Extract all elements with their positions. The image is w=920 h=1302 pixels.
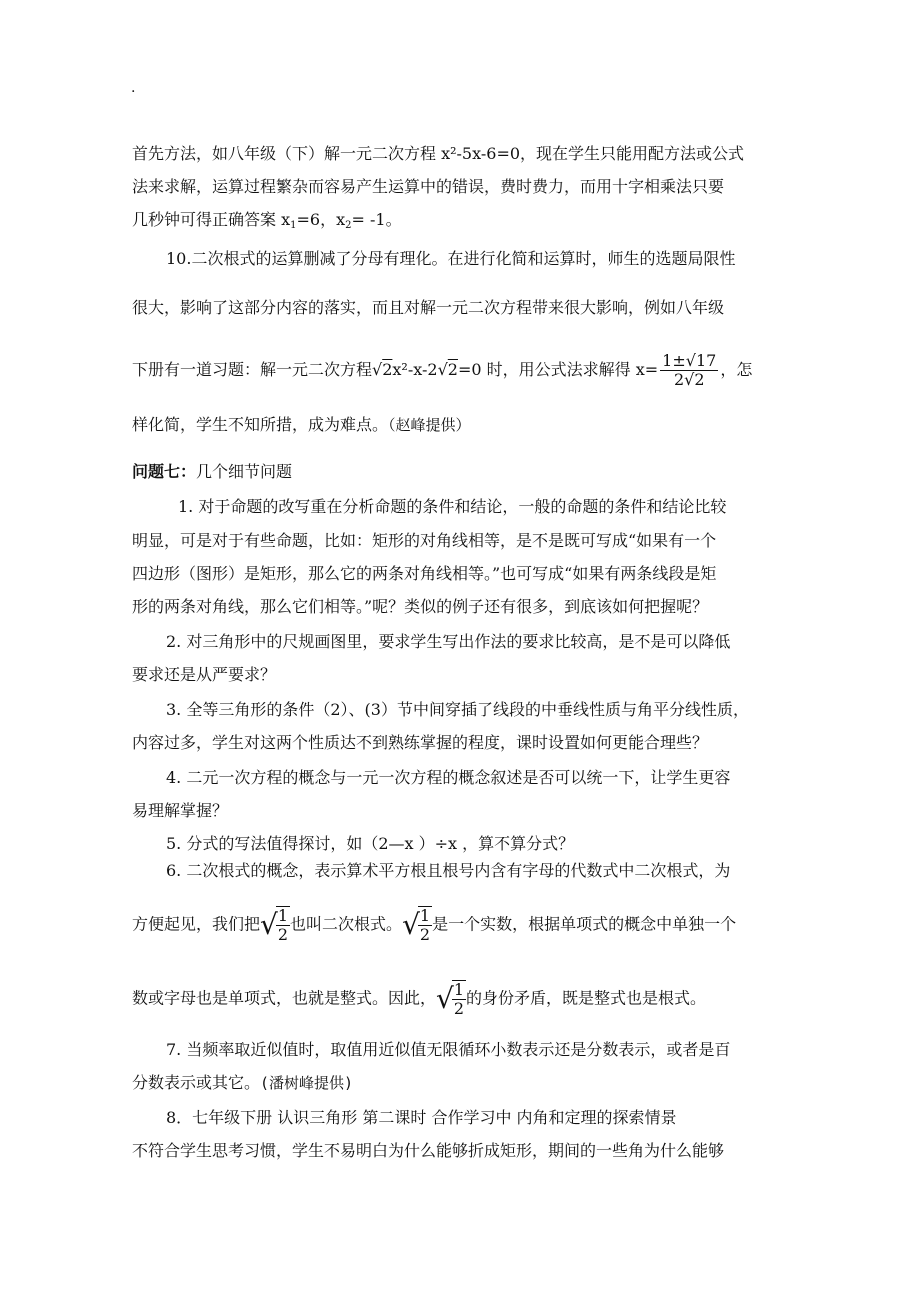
p10-line-3: 下册有一道习题：解一元二次方程√2x²-x-2√2=0 时，用公式法求解得 x= $\frac{1\pm√17}{2√2}$ ，怎 <box>132 351 753 389</box>
p1-line-1: 首先方法，如八年级（下）解一元二次方程 x²-5x-6=0，现在学生只能用配方法或公式 <box>132 144 745 163</box>
q7-item2-line2: 要求还是从严要求？ <box>132 665 277 684</box>
q7-item8-line2: 不符合学生思考习惯，学生不易明白为什么能够折成矩形，期间的一些角为什么能够 <box>132 1141 725 1160</box>
q7-item1-line2: 明显，可是对于有些命题，比如：矩形的对角线相等，是不是既可写成“如果有一个 <box>132 531 717 550</box>
q7-item3-line2: 内容过多，学生对这两个性质达不到熟练掌握的程度，课时设置如何更能合理些？ <box>132 733 709 752</box>
q7-item6-line3: 数或字母也是单项式，也就是整式。因此，√ $\frac{1}{2}$ 的身份矛盾，既是整式也是根式。 <box>132 980 707 1018</box>
sqrt-half-2: √ $\frac{1}{2}$ <box>402 906 431 944</box>
q7-item4-line1: 4. 二元一次方程的概念与一元一次方程的概念叙述是否可以统一下，让学生更容 <box>166 768 731 787</box>
q7-item1-line1: 1. 对于命题的改写重在分析命题的条件和结论，一般的命题的条件和结论比较 <box>178 497 727 516</box>
sqrt-half-3: √ $\frac{1}{2}$ <box>436 980 465 1018</box>
p10-line-4: 样化简，学生不知所措，成为难点。（赵峰提供） <box>132 415 471 434</box>
q7-item7-line1: 7. 当频率取近似值时，取值用近似值无限循环小数表示还是分数表示，或者是百 <box>166 1040 731 1059</box>
top-dot: . <box>131 80 136 96</box>
sqrt-half-1: √ $\frac{1}{2}$ <box>260 906 289 944</box>
q7-title: 问题七：几个细节问题 <box>132 462 293 481</box>
p1-line-3: 几秒钟可得正确答案 $x_1=6$，$x_2= -1$。 <box>132 210 402 231</box>
p1-line-2: 法来求解，运算过程繁杂而容易产生运算中的错误，费时费力，而用十字相乘法只要 <box>132 177 725 196</box>
q7-item3-line1: 3. 全等三角形的条件（2）、(3）节中间穿插了线段的中垂线性质与角平分线性质， <box>166 700 749 719</box>
q7-item7-line2: 分数表示或其它。(潘树峰提供) <box>132 1073 354 1092</box>
q7-item1-line3: 四边形（图形）是矩形，那么它的两条对角线相等。”也可写成“如果有两条线段是矩 <box>132 564 717 583</box>
q7-item2-line1: 2. 对三角形中的尺规画图里，要求学生写出作法的要求比较高，是不是可以降低 <box>166 632 731 651</box>
q7-item6-line1: 6. 二次根式的概念，表示算术平方根且根号内含有字母的代数式中二次根式，为 <box>166 861 731 880</box>
p10-line-2: 很大，影响了这部分内容的落实，而且对解一元二次方程带来很大影响，例如八年级 <box>132 298 725 317</box>
q7-item8-line1: 8．七年级下册 认识三角形 第二课时 合作学习中 内角和定理的探索情景 <box>166 1108 677 1127</box>
p10-line-1: 10.二次根式的运算删减了分母有理化。在进行化简和运算时，师生的选题局限性 <box>166 249 736 268</box>
q7-item6-line2: 方便起见，我们把√ $\frac{1}{2}$ 也叫二次根式。√ $\frac{1}{2}$ 是一个实数，根据单项式的概念中单独一个 <box>132 906 737 944</box>
solution-fraction: $\frac{1\pm√17}{2√2}$ <box>662 351 717 389</box>
q7-item5-line1: 5. 分式的写法值得探讨，如（2—x ）÷x ，算不算分式？ <box>166 834 575 853</box>
q7-item4-line2: 易理解掌握？ <box>132 801 229 820</box>
q7-item1-line4: 形的两条对角线，那么它们相等。”呢？类似的例子还有很多，到底该如何把握呢？ <box>132 597 709 616</box>
